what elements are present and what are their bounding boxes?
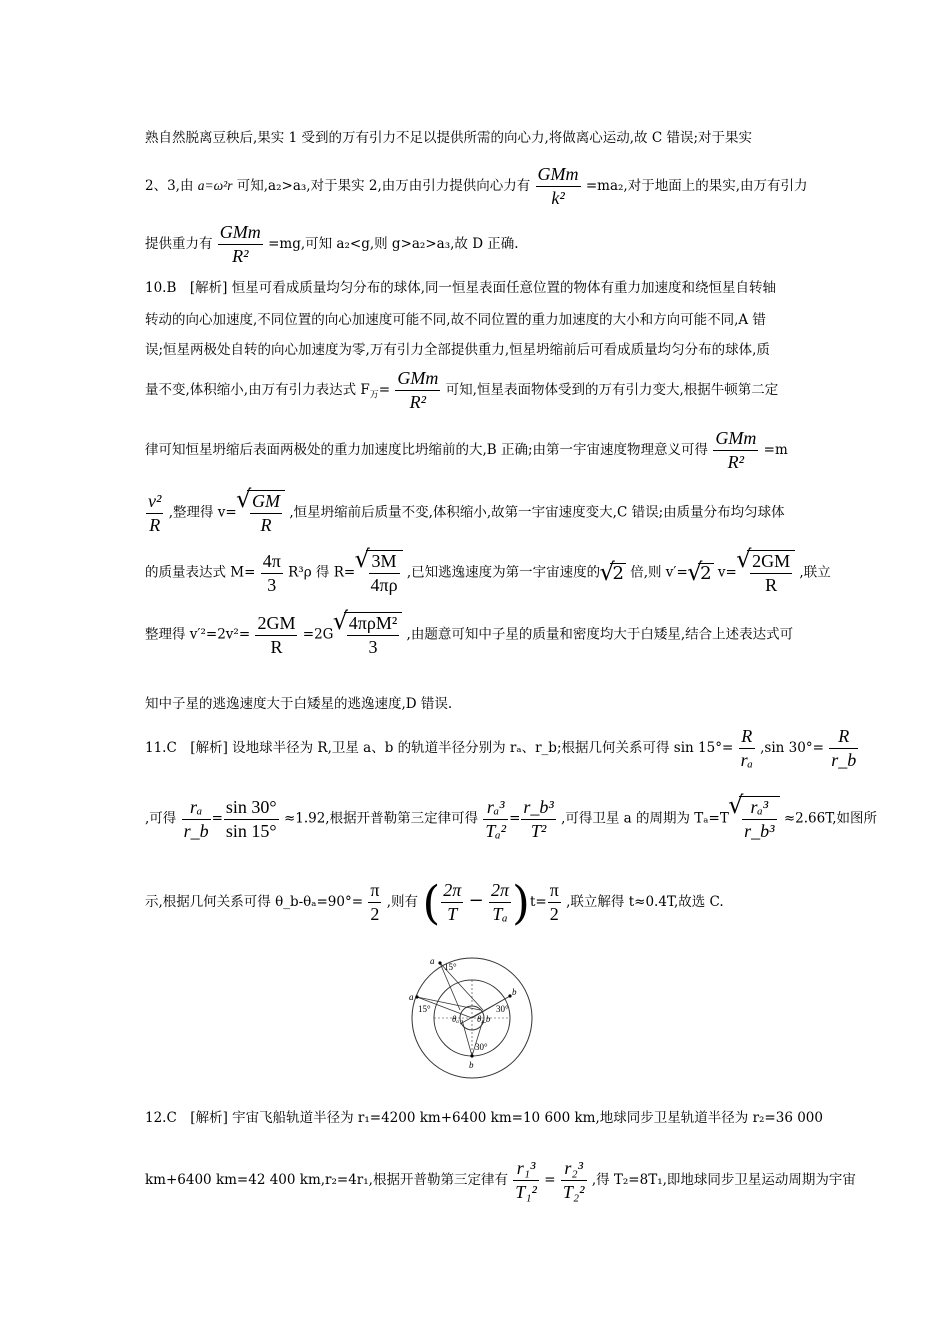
text-line-2 — [145, 164, 810, 209]
text-span: ,sin 30°= — [760, 740, 824, 756]
text-span: 提供重力有 — [145, 236, 213, 252]
sqrt-2: √ 2 — [610, 563, 625, 584]
sqrt-GM-R — [247, 490, 285, 536]
paragraph-text: 转动的向心加速度,不同位置的向心加速度可能不同,故不同位置的重力加速度的大小和方向可能不同,A 错 — [145, 312, 766, 328]
fraction-ra3-Ta2 — [483, 797, 508, 842]
numerator: r₂³ — [561, 1158, 587, 1181]
denominator: R² — [409, 392, 427, 412]
text-span: =ma₂,对于地面上的果实,由万有引力 — [585, 178, 808, 194]
fraction-GMm-R2 — [218, 222, 263, 267]
cube-root-expression — [344, 612, 402, 658]
numerator: 2GM — [255, 613, 297, 636]
denominator: R — [149, 514, 161, 535]
denominator: R — [765, 575, 778, 595]
satellite-a-top — [438, 961, 441, 964]
fraction-r23-T22 — [561, 1158, 587, 1203]
sqrt-ra3-rb3 — [739, 796, 779, 842]
right-paren: ) — [512, 875, 530, 930]
denominator: 3 — [368, 637, 378, 657]
numerator: 2π — [489, 880, 511, 903]
numerator: √ GM — [250, 491, 282, 514]
text-span: 整理得 v′²=2v²= — [145, 626, 251, 643]
numerator: R — [739, 726, 755, 749]
denominator: T₁² — [515, 1182, 537, 1202]
denominator: rₐ — [740, 750, 753, 770]
numerator: 4π — [261, 551, 283, 574]
fraction-GMm-R2 — [395, 368, 440, 413]
numerator: GMm — [536, 164, 581, 187]
numerator: GMm — [218, 222, 263, 245]
left-paren: ( — [422, 875, 441, 930]
text-span: ,已知逃逸速度为第一宇宙速度的 — [406, 564, 601, 581]
text-line-1 — [145, 128, 810, 148]
text-span: 可知,恒星表面物体受到的万有引力变大,根据牛顿第二定 — [445, 382, 779, 398]
paragraph-text: 熟自然脱离豆秧后,果实 1 受到的万有引力不足以提供所需的向心力,将做离心运动,故 C 错误;对于果实 — [145, 130, 753, 146]
text-span: ,联立解得 t≈0.4T,故选 C. — [566, 894, 724, 910]
formula-inline: a=ω²r — [197, 178, 233, 193]
text-span: km+6400 km=42 400 km,r₂=4r₁,根据开普勒第三定律有 — [145, 1172, 508, 1188]
fraction-2GM-R — [750, 551, 792, 596]
denominator: r_b³ — [744, 821, 775, 841]
orbit-diagram — [410, 950, 542, 1082]
text-span: ,整理得 v= — [168, 504, 237, 521]
text-span: =m — [763, 442, 788, 458]
fraction-GM-R — [250, 491, 282, 536]
text-span: ,则有 — [386, 894, 419, 910]
label-a-top: a — [430, 956, 435, 966]
label-b-right: b — [512, 987, 517, 997]
denominator: 2 — [370, 904, 380, 924]
text-span: 2、3,由 — [145, 178, 198, 194]
fraction-2pi-T — [441, 880, 463, 925]
text-line-5 — [145, 310, 810, 330]
label-a-left: a — [409, 992, 414, 1002]
line-b-bottom — [462, 1020, 472, 1056]
subscript: 万 — [369, 390, 379, 401]
text-span: 的质量表达式 M= — [145, 564, 256, 581]
text-line-4 — [145, 278, 810, 298]
numerator: √ 4πρM² — [347, 613, 399, 636]
numerator: sin 30° — [224, 797, 279, 820]
fraction-v2-R — [146, 491, 163, 536]
text-span: ,联立 — [799, 564, 831, 581]
text-span: =mg,可知 a₂<g,则 g>a₂>a₃,故 D 正确. — [268, 236, 519, 252]
sqrt-2: √ 2 — [698, 563, 713, 584]
denominator: T² — [530, 820, 547, 841]
label-theta-b: θ_b — [477, 1014, 491, 1024]
paragraph-text: 10.B [解析] 恒星可看成质量均匀分布的球体,同一恒星表面任意位置的物体有重力加速度和绕恒星自转轴 — [145, 280, 777, 296]
label-15-left: 15° — [418, 1004, 431, 1014]
fraction-GMm-k2 — [536, 164, 581, 209]
fraction-2GM-R — [255, 613, 297, 658]
label-theta-a: θₐ — [452, 1014, 460, 1024]
text-span: = — [509, 810, 521, 827]
numerator: √ 2GM — [750, 551, 792, 574]
fraction-R-rb — [829, 726, 858, 771]
text-span: ,可得 — [145, 810, 177, 827]
denominator: r_b — [831, 750, 857, 770]
fraction-R-ra — [739, 726, 755, 771]
paragraph-text: 知中子星的逃逸速度大于白矮星的逃逸速度,D 错误. — [145, 696, 453, 712]
text-span: v= — [717, 564, 737, 581]
text-span: R³ρ 得 R= — [288, 564, 356, 581]
fraction-GMm-R2 — [713, 428, 758, 473]
sqrt-2GM-R — [747, 550, 795, 596]
fraction-sin30-sin15 — [224, 797, 279, 842]
text-span: t= — [530, 894, 547, 910]
text-line-8 — [145, 428, 810, 473]
minus-sign: − — [468, 890, 484, 911]
cube-root-3M-4pirho — [366, 550, 403, 596]
paragraph-text: 12.C [解析] 宇宙飞船轨道半径为 r₁=4200 km+6400 km=10 600 km,地球同步卫星轨道半径为 r₂=36 000 — [145, 1110, 823, 1126]
text-span: 示,根据几何关系可得 θ_b-θₐ=90°= — [145, 894, 364, 910]
text-span: =2G — [302, 626, 334, 643]
numerator: π — [368, 880, 381, 903]
text-span: 律可知恒星坍缩后表面两极处的重力加速度比坍缩前的大,B 正确;由第一宇宙速度物理意义可得 — [145, 442, 709, 458]
text-span: ,可得卫星 a 的周期为 Tₐ=T — [561, 810, 729, 827]
numerator: rₐ³ — [483, 797, 508, 820]
fraction-pi-2 — [548, 880, 561, 925]
numerator: v² — [146, 491, 163, 514]
text-line-10 — [145, 550, 831, 596]
numerator: GMm — [395, 368, 440, 391]
text-span: 11.C [解析] 设地球半径为 R,卫星 a、b 的轨道半径分别为 rₐ、r_b;根据几何关系可得 sin 15°= — [145, 740, 734, 756]
denominator: 4πρ — [370, 575, 398, 595]
text-span: 倍,则 v′= — [630, 564, 688, 581]
numerator: √ 3M — [369, 551, 400, 574]
denominator: sin 15° — [225, 820, 277, 841]
denominator: 3 — [267, 574, 277, 595]
paragraph-text: 误;恒星两极处自转的向心加速度为零,万有引力全部提供重力,恒星坍缩前后可看成质量均匀分布的球体,质 — [145, 342, 770, 358]
denominator: Tₐ — [492, 904, 508, 924]
label-30-bottom: 30° — [475, 1042, 488, 1052]
text-line-7 — [145, 368, 810, 413]
fraction-3M-4pirho — [369, 551, 400, 596]
text-span: ,得 T₂=8T₁,即地球同步卫星运动周期为宇宙 — [591, 1172, 856, 1188]
label-b-bottom: b — [469, 1060, 474, 1070]
denominator: R — [260, 515, 272, 535]
denominator: R² — [232, 246, 249, 266]
text-span: ≈2.66T,如图所 — [783, 810, 878, 827]
numerator: r₁³ — [513, 1158, 539, 1181]
denominator: 2 — [549, 904, 559, 924]
text-line-13 — [145, 726, 857, 771]
fraction-r13-T12 — [513, 1158, 539, 1203]
text-line-14 — [145, 796, 878, 842]
label-15-top: 15° — [444, 962, 457, 972]
text-line-6 — [145, 340, 810, 360]
text-span: = — [211, 810, 223, 827]
numerator: 2π — [441, 880, 463, 903]
denominator: T — [447, 904, 458, 924]
fraction-ra-rb — [182, 797, 211, 842]
denominator: R² — [727, 452, 745, 472]
text-line-12 — [145, 694, 810, 714]
denominator: r_b — [183, 820, 209, 841]
fraction-pi-2 — [368, 880, 381, 925]
text-line-9 — [145, 490, 810, 536]
text-span: = — [378, 382, 391, 398]
fraction-2pi-Ta — [489, 880, 511, 925]
satellite-b-bottom — [470, 1054, 473, 1057]
numerator: π — [548, 880, 561, 903]
fraction-ra3-rb3 — [742, 797, 776, 842]
text-line-17 — [145, 1158, 856, 1203]
denominator: k² — [551, 188, 565, 208]
numerator: GMm — [713, 428, 758, 451]
text-span: = — [544, 1172, 556, 1188]
denominator: Tₐ² — [485, 820, 507, 841]
numerator: √ rₐ³ — [742, 797, 776, 820]
text-line-16 — [145, 1108, 823, 1128]
text-line-15 — [145, 875, 810, 930]
denominator: R — [270, 636, 283, 657]
satellite-a-left — [415, 995, 418, 998]
fraction-4pi-3 — [261, 551, 283, 596]
text-line-11 — [145, 612, 810, 658]
text-span: 量不变,体积缩小,由万有引力表达式 F — [145, 382, 370, 398]
text-line-3 — [145, 222, 810, 267]
text-span: 可知,a₂>a₃,对于果实 2,由万由引力提供向心力有 — [232, 178, 531, 194]
numerator: rₐ — [182, 797, 211, 820]
text-span: ,恒星坍缩前后质量不变,体积缩小,故第一宇宙速度变大,C 错误;由质量分布均匀球体 — [289, 504, 785, 521]
fraction-rb3-T2 — [521, 797, 555, 842]
label-30-right: 30° — [496, 1004, 509, 1014]
fraction-4pirhoM2-3 — [347, 613, 399, 658]
denominator: T₂² — [562, 1182, 585, 1202]
numerator: R — [829, 726, 858, 749]
text-span: ,由题意可知中子星的质量和密度均大于白矮星,结合上述表达式可 — [406, 626, 794, 643]
text-span: ≈1.92,根据开普勒第三定律可得 — [283, 810, 479, 827]
numerator: r_b³ — [521, 797, 555, 820]
